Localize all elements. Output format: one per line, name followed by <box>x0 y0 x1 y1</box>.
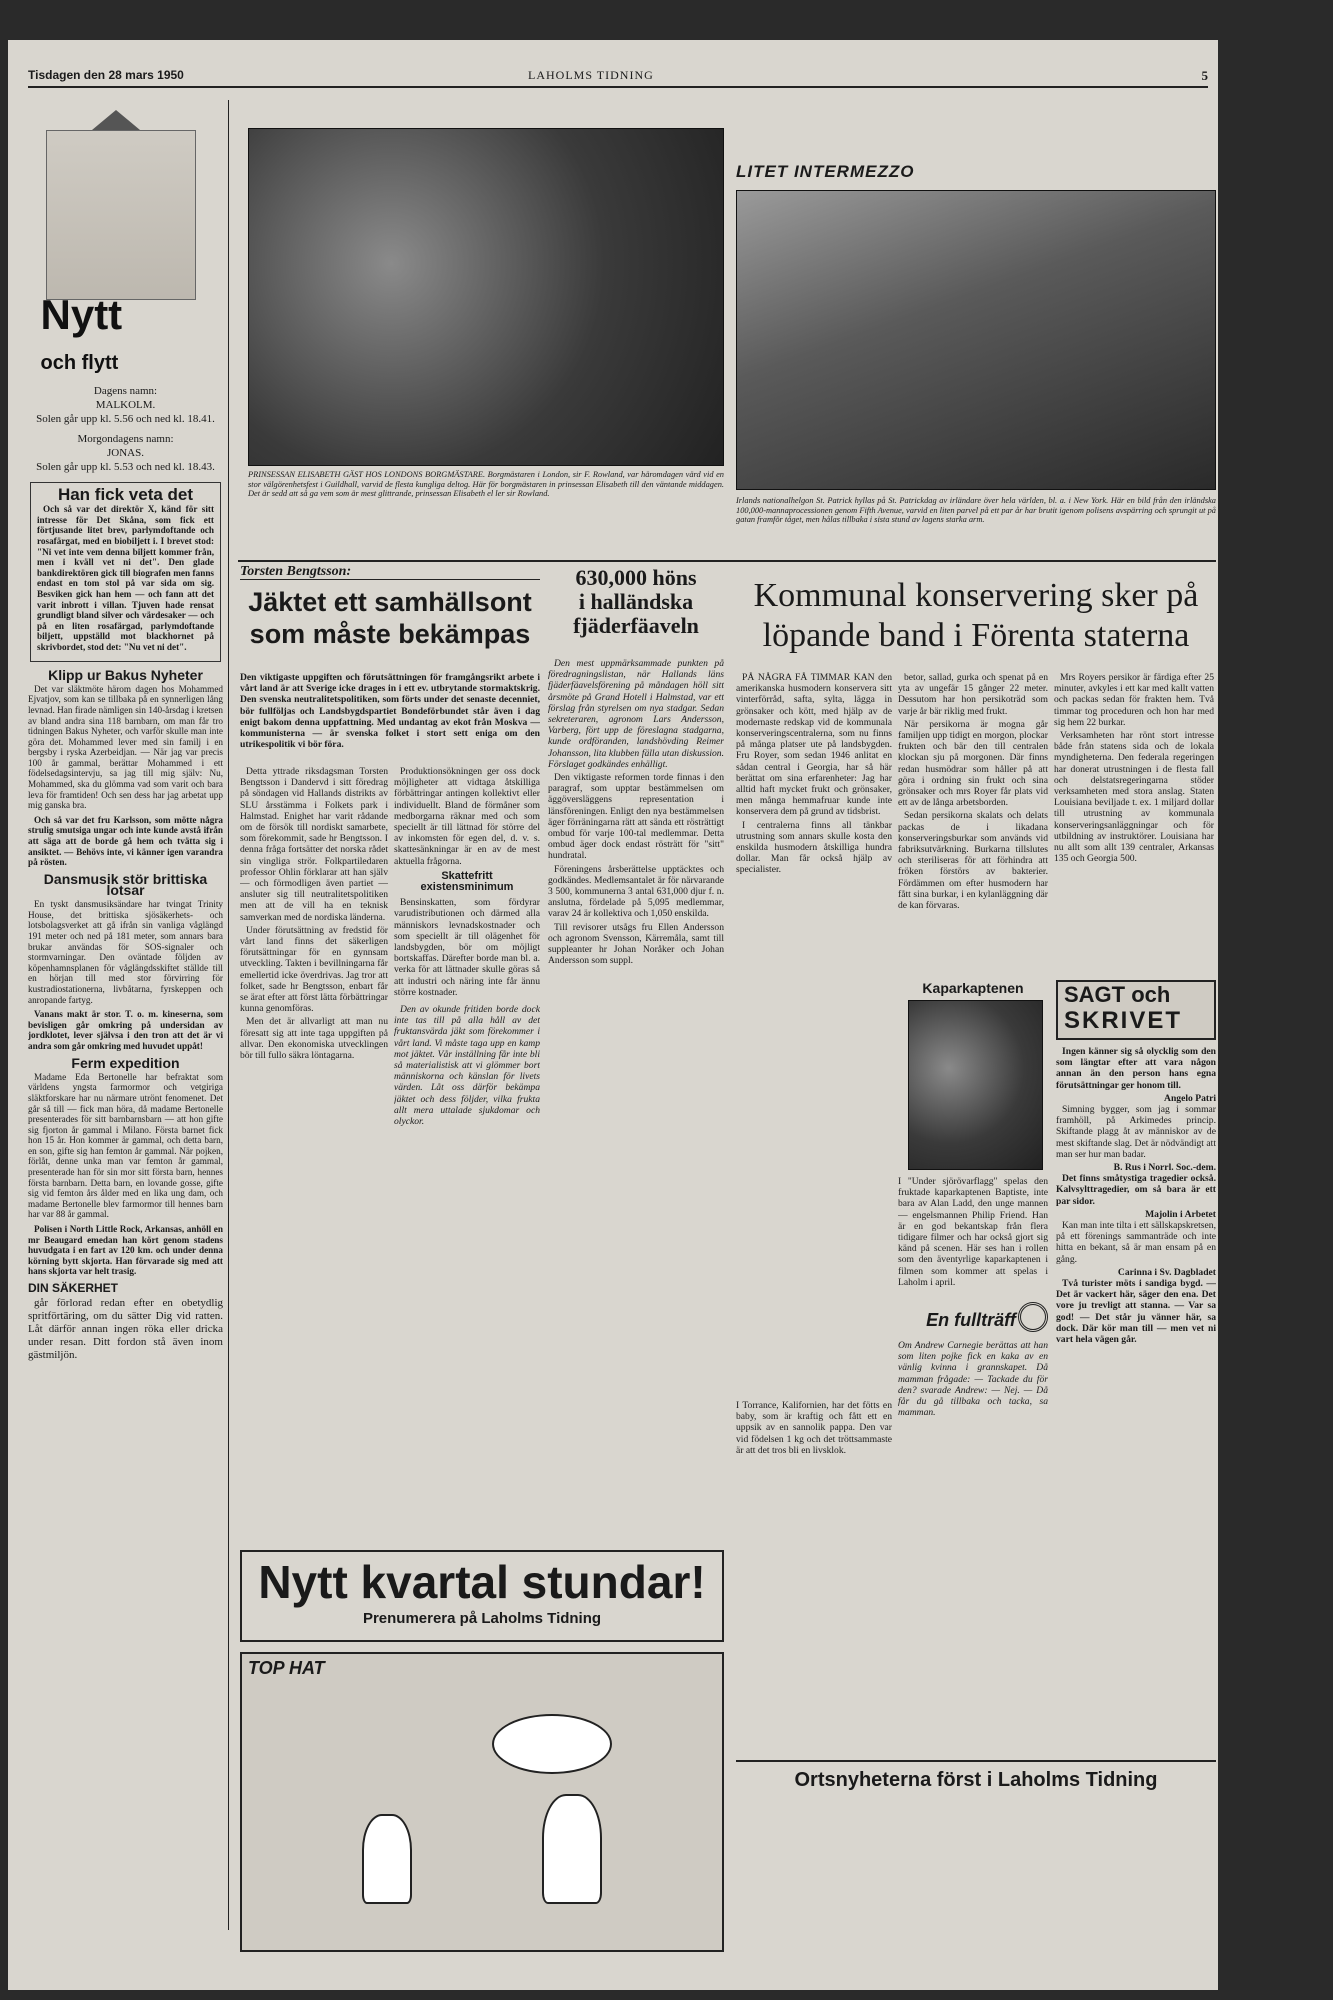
newspaper-page <box>8 40 1218 1990</box>
jaktet-lead: Den viktigaste uppgiften och förutsättningen för framgångsrikt arbete i vårt land är att Sverige icke drages in i ett ev. utbrytande stormaktskrig. Den svenska neutralitetspolitiken, som förts under det senaste decenniet, bör fullföljas och Landsbygdspartiet Bondeförbundet står även i dag enigt bakom denna uppfattning. Med undantag av ekot från Moskva — kommunisterna — är svenska folket i stort sett eniga om den utrikespolitik vi bör föra. <box>240 672 540 751</box>
ad-headline: Nytt kvartal stundar! <box>258 1556 706 1608</box>
kaparkapten-text: I "Under sjörövarflagg" spelas den fruktade kaparkaptenen Baptiste, inte bara av Alan Ladd, den unge mannen — engelsmannen Philip Friend. Han är en god bekantskap från flera tidigare filmer och har också gjort sig känd på scenen. Här ses han i rollen som den äventyrlige kaparkaptenen i filmen som kommer att spelas i Laholm i april. <box>898 1176 1048 1288</box>
left-column <box>28 100 223 1980</box>
box-title: Han fick veta det <box>57 485 194 504</box>
header-paper-name: LAHOLMS TIDNING <box>528 68 654 82</box>
intermezzo-caption: Irlands nationalhelgon St. Patrick hyllas på St. Patrickdag av irländare över hela världen, bl. a. i New York. Här en bild från den irländska 100,000-mannaprocessionen genom Fifth Avenue, varvid en liten parvel på ett par år har brutit igenom polisens avspärring och sprungit ut på gatan framför tåget, men hålas tillbaka i sista stund av lagens starka arm. <box>736 496 1216 525</box>
page-header <box>28 66 1208 88</box>
comic-character <box>362 1814 412 1904</box>
section-text: Madame Eda Bertonelle har befraktat som världens yngsta farmormor och vetgiriga släktforskare har nu närmare utrönt fenomenet. Det går så till — fick man höra, då madame Bertonelle presenterades för sitt barnbarnsbarn — att hon gifte sig fjorton år gammal i Milano. Första barnet fick hon 15 år. Hon kommer är gammal, och detta barn, en son, gifte sig han femton år gammal. När pojken, förlåt, denne unka man var femton år gammal, presenterade han för sin mor sitt första barn, hennes första barnbarn. Detta barn, en lovande gosse, gifte sig vid femton års ålder med en lika ung dam, och madame Bertonelle blev farmormor till hennes barn har var 88 år gammal. <box>28 1071 223 1220</box>
section-text: En tyskt dansmusiksändare har tvingat Trinity House, det brittiska sjösäkerhets- och lotsbolagsverket att gå ifrån sin vanliga våglängd 191 meter och ned på 181 meter, som annars bara brukar användas för SOS-signaler och stormvarningar. Den oväntade följden av köpenhamnsplanen för våglängdsskiftet ställde till en hörjan till med stor förvirring för kustradiostationerna, livbåtarna, fyrskeppen och anropande fartyg. <box>28 899 223 1005</box>
jaktet-column: Produktionsökningen ger oss dock möjligheter att vidtaga åtskilliga förbättringar antingen kollektivt eller individuellt. Bland de förmåner som medborgarna räknar med och som speciellt är till lättnad för större del av inkomsten för egen del, d. v. s. skattesänkningar är en av de mest aktuella frågorna. Skattefritt existensminimum Bensinskatten, som fördyrar varudistributionen och därmed alla människors levnadskostnader och som speciellt är till olägenhet för landsbygden, bör om möjligt bortskaffas. Därefter borde man bl. a. verka för att lättnader skulle göras så att industri och näring inte får ännu större kostnader. Den av okunde fritiden borde dock inte tas till på alla håll av det fruktansvärda jäkt som förekommer i vårt land. Vi måste taga upp en kamp mot jäktet. Vår inställning får inte bli så materialistisk att vi glömmer bort människorna och känslan för livets värden. Låt oss därför bekämpa jäktet och dess följder, vilka frukta allt mera uttalade sjukdomar och olyckor. <box>394 766 540 1128</box>
bottom-banner-text: Ortsnyheterna först i Laholms Tidning <box>794 1769 1158 1791</box>
en-fulltraff-title: En fullträff <box>926 1310 1016 1330</box>
kalifornien-article: I Torrance, Kalifornien, har det fötts en baby, som är kraftig och fått ett en uppsik av en sannolik pappa. Den var vid födelsen 1 kg och det tröttsammaste är att det tros bli en livsklok. <box>736 1400 892 1456</box>
han-fick-veta-box <box>30 482 221 662</box>
section-title: DIN SÄKERHET <box>28 1281 119 1296</box>
intermezzo-title: LITET INTERMEZZO <box>736 162 915 181</box>
header-date: Tisdagen den 28 mars 1950 <box>28 68 184 82</box>
jaktet-column: Detta yttrade riksdagsman Torsten Bengtsson i Dandervd i sitt föredrag på söndagen vid Hallands distrikts av SLU årsstämma i Folkets park i Halmstad. Enighet har varit rådande om de försök till nordiskt samarbete, som förekommit, sade hr Bengtsson. I denna fråga fortsätter det norska rådet sin vingliga strör. Folkpartiledaren professor Ohlin förklarar att han själv — och förmodligen även partiet — ansluter sig till neutralitetspolitiken men att de vill ha en teknisk samverkan med de nordiska länderna. Under förutsättning av fredstid för vårt land finns det säkerligen förutsättningar för en gynnsam utveckling. Takten i bevillningarna får emellertid icke överdrivas. Jag tror att folket, sade hr Bengtsson, enbart får se ärat efter att först lätta förbättringar kunna genomföras. Men det är allvarligt att man nu föresatt sig att inte taga uppgiften på allvar. Den ekonomiska utvecklingen bör till fullo säkra löntagarna. <box>240 766 388 1062</box>
jaktet-headline: som måste bekämpas <box>249 619 531 650</box>
kommunal-column: PÅ NÅGRA FÅ TIMMAR KAN den amerikanska husmodern konservera sitt vinterförråd, safta, sylta, lägga in grönsaker och kött, med hjälp av de modernaste redskap vid de kommunala konserveringscentralerna, som nu finns på många platser ute på landsbygden. Fru Royer, som sedan 1946 anlitat en sådan central i Georgia, har så här berättat om sina erfarenheter: Jag har alltid haft mycket frukt och grönsaker, men många hemmafruar kunde inte konservera dem på grund av tidsbrist. I centralerna finns all tänkbar utrustning som annars skulle kosta den enskilda husmodern åtskilliga hundra dollar. Man får också hjälp av specialister. <box>736 672 892 876</box>
hons-header: 630,000 höns i halländska fjäderfäaveln <box>573 566 699 638</box>
box-text: Och så var det direktör X, känd för sitt intresse för Det Skåna, som fick ett förtjusande litet brev, parlymdoftande och rosafärgat, med en biobiljett i. I brevet stod: "Ni vet inte vem denna biljett kommer från, men i kväll vet ni det". Den glade bankdirektören gick till biografen men fanns endast en tom stol på var sida om sig. Besviken gick han hem — och fann att det varit inbrott i villan. Tjuven hade rensat grundligt bland silver och värdesaker — och på en liten rosafärgad, parlymdoftande biljett, uppställd mot blackhornet på skrivbordet, stod det: "Nu vet ni det". <box>37 504 214 652</box>
section-text: Det var släktmöte härom dagen hos Mohammed Ejvatjov, som kan se tillbaka på en synnerligen lång levnad. Han firade nämligen sin 140-årsdag i kretsen av bland andra sina 118 barnbarn, om man får tro tidningen Bakus Nyheter, och varför skulle man inte göra det. Mohammed lever med sin familj i en bergsby i ryska Azerbeidjan. — När jag var precis 100 år gammal, berättar Mohammed i ett födelsedagsintervju, sa jag till mig själv: Nu, Mohammed, ska du glömma vad som varit och bara leva för framtiden! Och sen dess har jag arbetat upp mig ganska bra. <box>28 683 223 811</box>
ad-subline: Prenumerera på Laholms Tidning <box>362 1610 602 1627</box>
jaktet-headline: Jäktet ett samhällsont <box>248 587 532 618</box>
en-fulltraff-text: Om Andrew Carnegie berättas att han som liten pojke fick en kaka av en vänlig kvinna i grannskapet. Då mamman frågade: — Tackade du för den? svarade Andrew: — Nej. — Då får du gå tillbaka och tacka, sa mamman. <box>898 1340 1048 1419</box>
kommunal-column: betor, sallad, gurka och spenat på en yta av ungefär 15 gånger 22 meter. Dessutom har hon persikoträd som varje år bär riklig med frukt. När persikorna är mogna går familjen upp tidigt en morgon, plockar frukten och bär den till centralen klockan sju på morgonen. Där finns redan husmödrar som håller på att göra i ordning sin frukt och sina grönsaker och mrs Royer får plats vid ett av de långa arbetsborden. Sedan persikorna skalats och delats packas de i likadana konserveringsburkar som används vid fabriksutvärkning. Burkarna tillslutes och steriliseras för att förhindra att fröken förstörs av bakterier. Fördämmen om efter husmodern har fått sina burkar, i en kylanläggning där de kan förvaras. <box>898 672 1048 912</box>
section-text: går förlorad redan efter en obetydlig spritförtäring, om du sätter Dig vid ratten. Låt därför annan ingen röka eller dricka under resan. Ditt fordon stå även inom gästmiljön. <box>28 1297 223 1362</box>
sagt-skrivet-column: Ingen känner sig så olycklig som den som längtar efter att vara någon annan än den person hans egna förutsättningar ger honom till. Angelo Patri Simning bygger, som jag i sommar framhöll, på Arkimedes princip. Skiftande plagg åt av människor av de mest skiftande slag. Det är nödvändigt att man ser hur man badar. B. Rus i Norrl. Soc.-dem. Det finns småtystiga tragedier också. Kalvsylttragedier, om så bara är ett par sidor. Majolin i Arbetet Kan man inte tilta i ett sällskapskretsen, på ett förenings sammanträde och inte hitta en bekant, så är man ensam på en gång. Carinna i Sv. Dagbladet Två turister möts i sandiga bygd. — Det är vackert här, säger den ena. Det vore ju trevligt att stanna. — Var sa god! — Det står ju vänner här, sa dock. Där kör man till — men vet ni vart hela vägen går. <box>1056 1046 1216 1346</box>
section-title: Ferm expedition <box>71 1054 180 1071</box>
kommunal-headline: Kommunal konservering sker på löpande band i Förenta staterna <box>753 577 1199 654</box>
jaktet-header <box>240 566 540 666</box>
borgmastare-caption: PRINSESSAN ELISABETH GÄST HOS LONDONS BORGMÄSTARE. Borgmästaren i London, sir F. Rowland, var häromdagen värd vid en stor välgörenhetsfest i Guildhall, varvid de flesta kungliga deltog. Här för borgmästaren in prinsessan Elisabeth till den väntande middagen. Det är sedd att så ga vem som är mest glittrande, prinsessan Elisabeth el ler sir Rowland. <box>248 470 724 499</box>
horizontal-rule <box>238 560 1216 562</box>
nytt-kvartal-ad <box>240 1550 724 1642</box>
section-text: Polisen i North Little Rock, Arkansas, anhöll en mr Beaugard emedan han kört genom stadens huvudgata i en fart av 120 km. och under denna körning bytt skjorta. Han förvarade sig med att hans skjorta var helt trasig. <box>28 1224 223 1277</box>
section-title: Dansmusik stör brittiska lotsar <box>43 870 208 899</box>
kommunal-column: Mrs Royers persikor är färdiga efter 25 minuter, avkyles i ett kar med kallt vatten och packas sedan för frakten hem. Två timmar tog proceduren och hon har med sig hem 22 burkar. Verksamheten har rönt stort intresse både från statens sida och de lokala myndigheterna. Den federala regeringen har donerat utrustningen i de flesta fall och delstatsregeringarna stöder verksamheten med stora anslag. Staten Louisiana beviljade t. ex. 1 miljard dollar till utrustning av kommunala konserveringsanläggningar och för utbildning av instruktörer. Louisiana har nu allt som allt 139 centraler, Arkansas 135 och Georgia 500. <box>1054 672 1214 865</box>
borgmastare-photo <box>248 128 724 466</box>
hons-column: Den mest uppmärksammade punkten på föredragningslistan, när Hallands läns fjäderfäavelsförening på måndagen höll sitt årsmöte på Grand Hotell i Halmstad, var ett förslag från styrelsen om nya stadgar. Sedan sekreteraren, agronom Lars Andersson, Varberg, fört upp de föreslagna stadgarna, kunde ordföranden, landshövding Reimer Johansson, lita klubben fälla utan diskussion. Förslaget godkändes enhälligt. Den viktigaste reformen torde finnas i den paragraf, som upptar bestämmelsen om äggöversläggens representation i länsföreningen. Enligt den nya bestämmelsen äger förräningarna rätt att sända ett rösträttigt ombud för varje 100-tal medlemmar. Detta ombud äger dock endast rösträtt för "sitt" hundratal. Föreningens årsberättelse upptäcktes och godkändes. Medlemsantalet är för närvarande 3 500, kommunerna 3 antal 631,000 djur f. n. anslutna, fördelade på 5,095 medlemmar, varav 24 är kollektiva och 1,050 enskilda. Till revisorer utsågs fru Ellen Andersson och agronom Svensson, Kärremåla, samt till suppleanter hr Johan Noråker och Johan Andersson som suppl. <box>548 658 724 967</box>
column-divider <box>228 100 229 1930</box>
section-text: Och så var det fru Karlsson, som mötte några strulig smutsiga ungar och inte kunde avstå ifrån att säga att de borde gå hem och tvätta sig i ansiktet. — Behövs inte, vi känner igen varandra på rösten. <box>28 814 223 868</box>
section-title: Klipp ur Bakus Nyheter <box>48 666 203 683</box>
top-hat-comic <box>240 1652 724 1952</box>
logo-title: Nytt <box>40 291 123 338</box>
kaparkapten-photo <box>908 1000 1043 1170</box>
dagens-namn: Dagens namn: MALKOLM. Solen går upp kl. 5.56 och ned kl. 18.41. Morgondagens namn: JONAS. Solen går upp kl. 5.53 och ned kl. 18.43. <box>36 385 215 473</box>
header-page-number: 5 <box>1201 68 1208 83</box>
target-icon <box>1018 1302 1048 1332</box>
jaktet-byline: Torsten Bengtsson: <box>240 566 540 580</box>
bottom-banner <box>736 1760 1216 1800</box>
comic-character <box>542 1794 602 1904</box>
logo-subtitle: och flytt <box>40 352 119 374</box>
comic-title: TOP HAT <box>248 1658 325 1678</box>
comic-speech-bubble <box>492 1714 612 1774</box>
nytt-och-flytt-logo <box>36 100 216 380</box>
house-illustration <box>46 130 196 300</box>
sagt-skrivet-header: SAGT och SKRIVET <box>1056 980 1216 1040</box>
kaparkapten-title: Kaparkaptenen <box>922 980 1024 996</box>
st-patrick-photo <box>736 190 1216 490</box>
section-text: Vanans makt är stor. T. o. m. kineserna, som bevisligen går omkring på undersidan av jordklotet, lever självsa i den tron att det är vi andra som går omkring med huvudet uppåt! <box>28 1009 223 1051</box>
